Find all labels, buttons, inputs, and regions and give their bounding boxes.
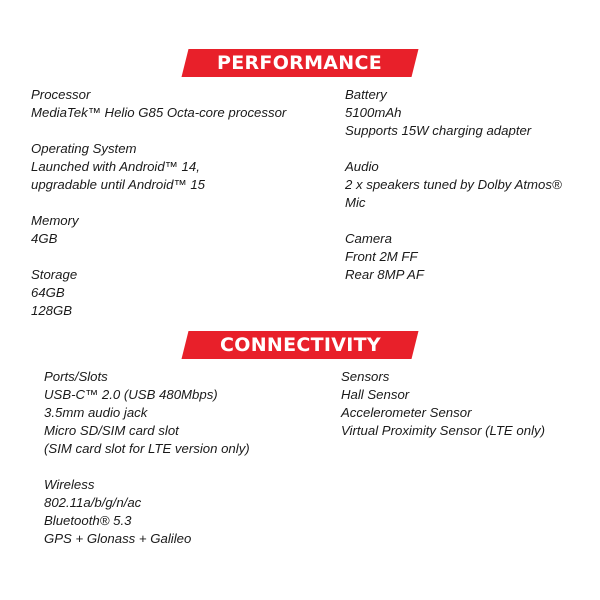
spec-title: Camera — [345, 231, 392, 246]
spec-audio — [345, 158, 562, 212]
spec-title: Sensors — [341, 369, 390, 384]
spec-line: 64GB — [31, 285, 65, 300]
spec-line: USB-C™ 2.0 (USB 480Mbps) — [44, 387, 218, 402]
spec-operating-system — [31, 140, 286, 194]
connectivity-heading: CONNECTIVITY — [219, 334, 381, 356]
spec-title: Battery — [345, 87, 387, 102]
spec-line: Virtual Proximity Sensor (LTE only) — [341, 423, 545, 438]
spec-line: 128GB — [31, 303, 73, 318]
spec-line: Micro SD/SIM card slot — [44, 423, 179, 438]
spec-camera — [345, 230, 562, 284]
spec-line: Supports 15W charging adapter — [345, 123, 532, 138]
spec-line: Mic — [345, 195, 366, 210]
spec-processor — [31, 86, 286, 122]
spec-line: MediaTek™ Helio G85 Octa-core processor — [31, 105, 287, 120]
spec-title: Storage — [31, 267, 78, 282]
spec-line: upgradable until Android™ 15 — [31, 177, 205, 192]
performance-right-column — [345, 86, 562, 302]
performance-heading: PERFORMANCE — [217, 52, 383, 74]
spec-battery — [345, 86, 562, 140]
spec-line: Accelerometer Sensor — [341, 405, 472, 420]
spec-line: 2 x speakers tuned by Dolby Atmos® — [345, 177, 562, 192]
spec-line: 3.5mm audio jack — [44, 405, 148, 420]
performance-banner — [182, 49, 419, 77]
spec-line: GPS + Glonass + Galileo — [44, 531, 192, 546]
spec-title: Wireless — [44, 477, 95, 492]
spec-memory — [31, 212, 286, 248]
spec-sensors — [341, 368, 545, 440]
spec-storage — [31, 266, 286, 320]
spec-ports-slots — [44, 368, 250, 458]
spec-line: 802.11a/b/g/n/ac — [44, 495, 142, 510]
performance-left-column — [31, 86, 286, 338]
spec-title: Ports/Slots — [44, 369, 108, 384]
connectivity-left-column — [44, 368, 250, 566]
spec-line: Front 2M FF — [345, 249, 418, 264]
spec-title: Audio — [345, 159, 379, 174]
spec-line: Rear 8MP AF — [345, 267, 424, 282]
connectivity-banner — [182, 331, 419, 359]
spec-line: Hall Sensor — [341, 387, 410, 402]
spec-line: 5100mAh — [345, 105, 402, 120]
spec-title: Operating System — [31, 141, 137, 156]
spec-line: (SIM card slot for LTE version only) — [44, 441, 250, 456]
spec-line: 4GB — [31, 231, 58, 246]
spec-title: Memory — [31, 213, 79, 228]
spec-line: Bluetooth® 5.3 — [44, 513, 132, 528]
spec-title: Processor — [31, 87, 91, 102]
spec-line: Launched with Android™ 14, — [31, 159, 200, 174]
spec-wireless — [44, 476, 250, 548]
connectivity-right-column — [341, 368, 545, 458]
